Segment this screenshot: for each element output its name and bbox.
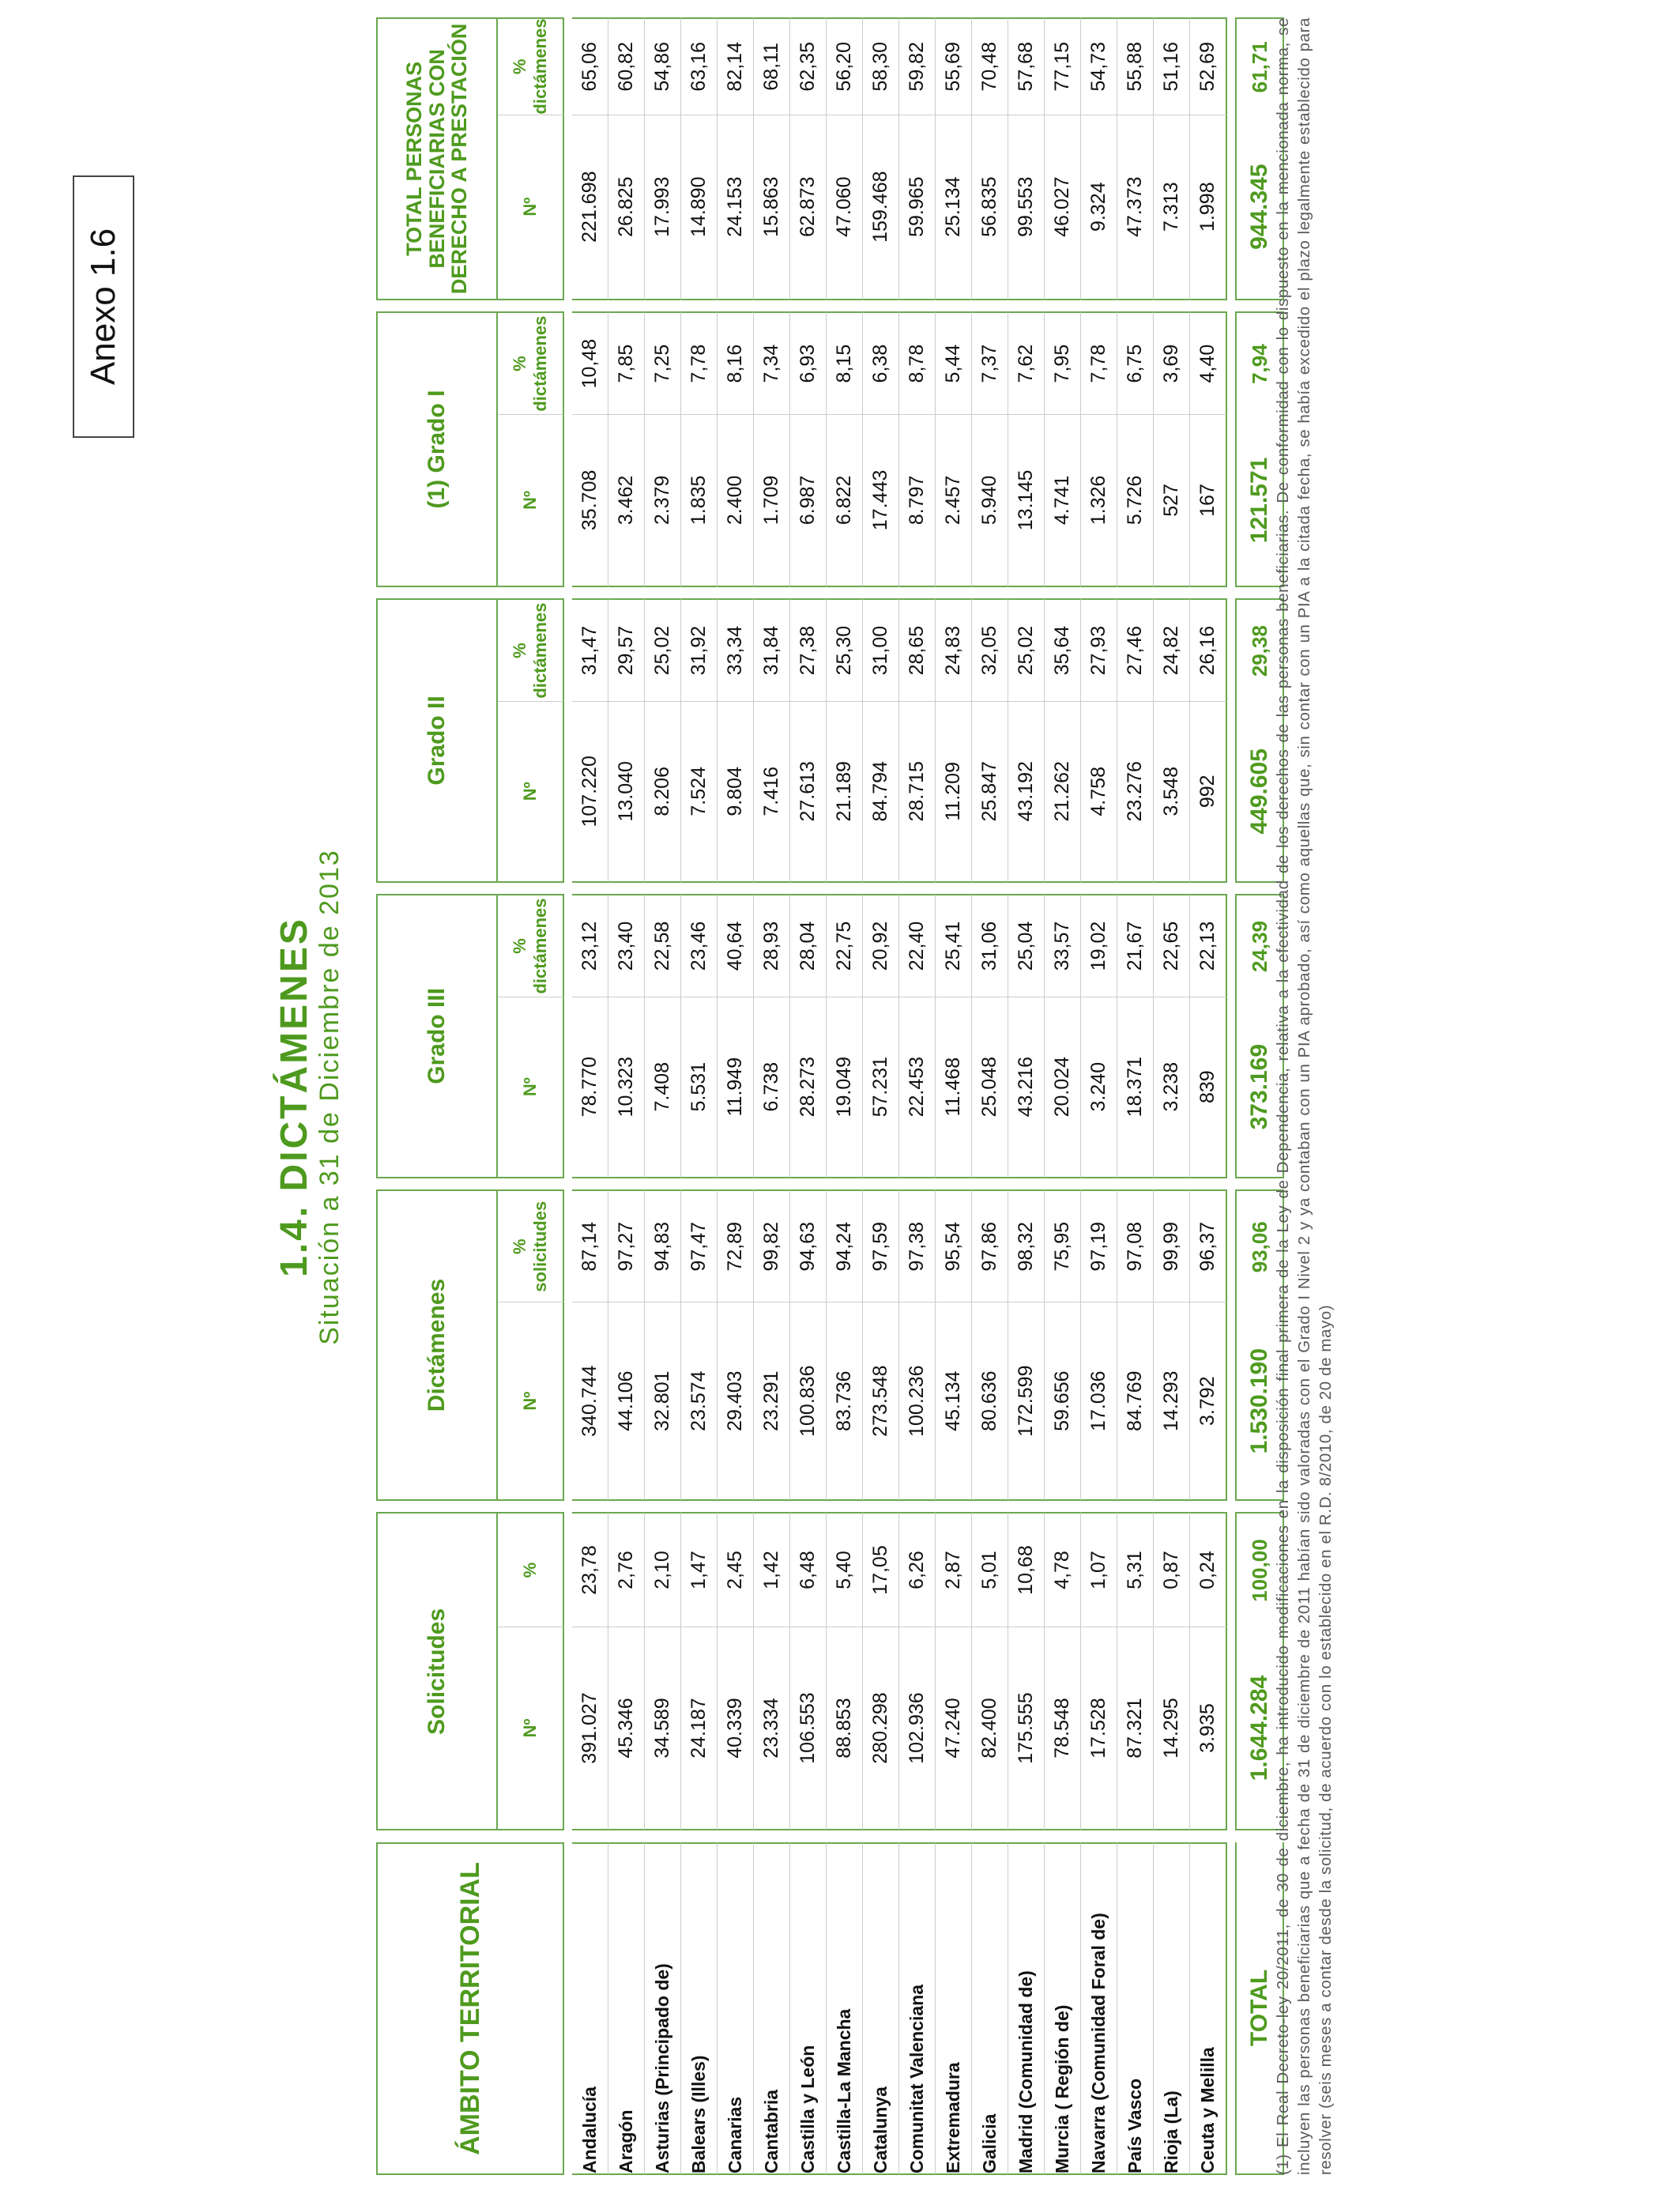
percent-cell: 72,89 <box>718 1189 754 1302</box>
count-cell: 22.453 <box>899 997 936 1178</box>
count-cell: 5.940 <box>972 415 1008 587</box>
count-cell: 159.468 <box>863 115 899 300</box>
count-cell: 9.804 <box>718 702 754 883</box>
percent-cell: 59,82 <box>899 17 936 115</box>
region-name: Cantabria <box>754 1842 790 2175</box>
region-name: Galicia <box>972 1842 1008 2175</box>
total-cell: 93,06 <box>1235 1189 1284 1302</box>
percent-cell: 33,34 <box>718 598 754 702</box>
percent-cell: 98,32 <box>1008 1189 1045 1302</box>
table-row <box>827 17 863 2175</box>
count-cell: 13.040 <box>608 702 645 883</box>
percent-cell: 28,65 <box>899 598 936 702</box>
region-name: Andalucía <box>572 1842 608 2175</box>
count-cell: 7.416 <box>754 702 790 883</box>
subheader-n: Nº <box>498 415 564 587</box>
percent-cell: 29,57 <box>608 598 645 702</box>
table-row <box>1154 17 1190 2175</box>
subheader-pct-solicitudes: % solicitudes <box>498 1189 564 1302</box>
percent-cell: 25,04 <box>1008 894 1045 997</box>
count-cell: 992 <box>1190 702 1227 883</box>
percent-cell: 24,83 <box>936 598 972 702</box>
percent-cell: 28,93 <box>754 894 790 997</box>
percent-cell: 0,87 <box>1154 1512 1190 1627</box>
count-cell: 82.400 <box>972 1627 1008 1831</box>
percent-cell: 7,25 <box>645 311 681 415</box>
table-row <box>718 17 754 2175</box>
percent-cell: 32,05 <box>972 598 1008 702</box>
region-name: Comunitat Valenciana <box>899 1842 936 2175</box>
count-cell: 40.339 <box>718 1627 754 1831</box>
count-cell: 17.528 <box>1081 1627 1117 1831</box>
region-name: Rioja (La) <box>1154 1842 1190 2175</box>
count-cell: 175.555 <box>1008 1627 1045 1831</box>
percent-cell: 95,54 <box>936 1189 972 1302</box>
count-cell: 78.770 <box>572 997 608 1178</box>
percent-cell: 1,47 <box>681 1512 718 1627</box>
region-name: Madrid (Comunidad de) <box>1008 1842 1045 2175</box>
percent-cell: 77,15 <box>1045 17 1081 115</box>
count-cell: 3.935 <box>1190 1627 1227 1831</box>
count-cell: 106.553 <box>790 1627 827 1831</box>
percent-cell: 7,34 <box>754 311 790 415</box>
percent-cell: 40,64 <box>718 894 754 997</box>
count-cell: 167 <box>1190 415 1227 587</box>
total-cell: 373.169 <box>1235 997 1284 1178</box>
count-cell: 23.291 <box>754 1302 790 1500</box>
header-solicitudes: Solicitudes <box>376 1512 498 1830</box>
percent-cell: 2,87 <box>936 1512 972 1627</box>
count-cell: 273.548 <box>863 1302 899 1500</box>
percent-cell: 5,31 <box>1117 1512 1154 1627</box>
percent-cell: 8,78 <box>899 311 936 415</box>
count-cell: 32.801 <box>645 1302 681 1500</box>
percent-cell: 10,68 <box>1008 1512 1045 1627</box>
total-cell: 121.571 <box>1235 415 1284 587</box>
count-cell: 8.206 <box>645 702 681 883</box>
percent-cell: 0,24 <box>1190 1512 1227 1627</box>
percent-cell: 23,78 <box>572 1512 608 1627</box>
percent-cell: 5,44 <box>936 311 972 415</box>
total-cell: 1.644.284 <box>1235 1627 1284 1831</box>
percent-cell: 6,48 <box>790 1512 827 1627</box>
count-cell: 88.853 <box>827 1627 863 1831</box>
percent-cell: 8,16 <box>718 311 754 415</box>
percent-cell: 63,16 <box>681 17 718 115</box>
table-body <box>572 17 1227 2175</box>
percent-cell: 22,65 <box>1154 894 1190 997</box>
percent-cell: 31,92 <box>681 598 718 702</box>
percent-cell: 68,11 <box>754 17 790 115</box>
percent-cell: 82,14 <box>718 17 754 115</box>
region-name: Canarias <box>718 1842 754 2175</box>
region-name: Catalunya <box>863 1842 899 2175</box>
percent-cell: 65,06 <box>572 17 608 115</box>
table-row <box>1081 17 1117 2175</box>
percent-cell: 96,37 <box>1190 1189 1227 1302</box>
count-cell: 6.987 <box>790 415 827 587</box>
percent-cell: 5,40 <box>827 1512 863 1627</box>
total-cell: 7,94 <box>1235 311 1284 415</box>
count-cell: 18.371 <box>1117 997 1154 1178</box>
percent-cell: 19,02 <box>1081 894 1117 997</box>
count-cell: 24.187 <box>681 1627 718 1831</box>
percent-cell: 1,42 <box>754 1512 790 1627</box>
percent-cell: 94,83 <box>645 1189 681 1302</box>
count-cell: 1.998 <box>1190 115 1227 300</box>
header-grado1: (1) Grado I <box>376 311 498 587</box>
count-cell: 9.324 <box>1081 115 1117 300</box>
percent-cell: 55,88 <box>1117 17 1154 115</box>
count-cell: 59.965 <box>899 115 936 300</box>
percent-cell: 23,12 <box>572 894 608 997</box>
count-cell: 83.736 <box>827 1302 863 1500</box>
count-cell: 14.293 <box>1154 1302 1190 1500</box>
region-name: Asturias (Principado de) <box>645 1842 681 2175</box>
percent-cell: 31,84 <box>754 598 790 702</box>
percent-cell: 97,38 <box>899 1189 936 1302</box>
count-cell: 11.209 <box>936 702 972 883</box>
percent-cell: 62,35 <box>790 17 827 115</box>
percent-cell: 31,00 <box>863 598 899 702</box>
percent-cell: 58,30 <box>863 17 899 115</box>
count-cell: 47.060 <box>827 115 863 300</box>
count-cell: 340.744 <box>572 1302 608 1500</box>
subheader-pct-dictamenes: % dictámenes <box>498 894 564 997</box>
subheader-n: Nº <box>498 1627 564 1831</box>
table-row <box>972 17 1008 2175</box>
count-cell: 3.238 <box>1154 997 1190 1178</box>
percent-cell: 26,16 <box>1190 598 1227 702</box>
count-cell: 839 <box>1190 997 1227 1178</box>
table-row <box>754 17 790 2175</box>
percent-cell: 5,01 <box>972 1512 1008 1627</box>
subheader-pct-dictamenes: % dictámenes <box>498 598 564 702</box>
header-grado2: Grado II <box>376 598 498 882</box>
total-cell: 24,39 <box>1235 894 1284 997</box>
count-cell: 107.220 <box>572 702 608 883</box>
count-cell: 1.709 <box>754 415 790 587</box>
percent-cell: 28,04 <box>790 894 827 997</box>
percent-cell: 87,14 <box>572 1189 608 1302</box>
total-label: TOTAL <box>1235 1842 1284 2175</box>
count-cell: 14.890 <box>681 115 718 300</box>
percent-cell: 97,47 <box>681 1189 718 1302</box>
count-cell: 47.240 <box>936 1627 972 1831</box>
footnote: (1) El Real Decreto-ley 20/2011, de 30 de diciembre, ha introducido modificaciones en la disposición final primera de la Ley de Dependencia, relativa a la efectividad de los derechos de las personas beneficiarias. De conformidad con lo dispuesto en la mencionada norma, se incluyen las personas beneficiarias que a fecha de 31 de diciembre de 2011 habían sido valoradas con el Grado I Nivel 2 y ya contaban con un PIA aprobado, así como aquellas que, sin contar con un PIA a la citada fecha, se había excedido el plazo legalmente establecido para resolver (seis meses a contar desde la solicitud, de acuerdo con lo establecido en el R.D. 8/2010, de 20 de mayo) <box>1274 17 1335 2175</box>
percent-cell: 7,62 <box>1008 311 1045 415</box>
percent-cell: 21,67 <box>1117 894 1154 997</box>
count-cell: 44.106 <box>608 1302 645 1500</box>
percent-cell: 2,76 <box>608 1512 645 1627</box>
percent-cell: 60,82 <box>608 17 645 115</box>
percent-cell: 7,95 <box>1045 311 1081 415</box>
count-cell: 4.741 <box>1045 415 1081 587</box>
total-cell: 944.345 <box>1235 115 1284 300</box>
count-cell: 84.769 <box>1117 1302 1154 1500</box>
total-cell: 449.605 <box>1235 702 1284 883</box>
table-row <box>645 17 681 2175</box>
table-row <box>936 17 972 2175</box>
percent-cell: 75,95 <box>1045 1189 1081 1302</box>
percent-cell: 3,69 <box>1154 311 1190 415</box>
header-total-beneficiarias: TOTAL PERSONAS BENEFICIARIAS CON DERECHO A PRESTACIÓN <box>376 17 498 300</box>
count-cell: 45.134 <box>936 1302 972 1500</box>
count-cell: 25.134 <box>936 115 972 300</box>
count-cell: 2.400 <box>718 415 754 587</box>
header-ambito: ÁMBITO TERRITORIAL <box>376 1842 564 2175</box>
count-cell: 19.049 <box>827 997 863 1178</box>
count-cell: 47.373 <box>1117 115 1154 300</box>
count-cell: 4.758 <box>1081 702 1117 883</box>
count-cell: 20.024 <box>1045 997 1081 1178</box>
count-cell: 100.836 <box>790 1302 827 1500</box>
count-cell: 527 <box>1154 415 1190 587</box>
percent-cell: 22,40 <box>899 894 936 997</box>
percent-cell: 97,27 <box>608 1189 645 1302</box>
percent-cell: 31,06 <box>972 894 1008 997</box>
count-cell: 57.231 <box>863 997 899 1178</box>
table-row <box>790 17 827 2175</box>
count-cell: 99.553 <box>1008 115 1045 300</box>
page-title: 1.4. DICTÁMENES <box>273 917 315 1277</box>
percent-cell: 25,02 <box>1008 598 1045 702</box>
count-cell: 10.323 <box>608 997 645 1178</box>
percent-cell: 27,46 <box>1117 598 1154 702</box>
region-name: Ceuta y Melilla <box>1190 1842 1227 2175</box>
percent-cell: 51,16 <box>1154 17 1190 115</box>
count-cell: 29.403 <box>718 1302 754 1500</box>
subheader-n: Nº <box>498 702 564 883</box>
count-cell: 7.524 <box>681 702 718 883</box>
percent-cell: 2,45 <box>718 1512 754 1627</box>
count-cell: 35.708 <box>572 415 608 587</box>
count-cell: 17.443 <box>863 415 899 587</box>
subheader-n: Nº <box>498 115 564 300</box>
subheader-pct-dictamenes: % dictámenes <box>498 17 564 115</box>
count-cell: 28.715 <box>899 702 936 883</box>
count-cell: 3.240 <box>1081 997 1117 1178</box>
percent-cell: 97,59 <box>863 1189 899 1302</box>
count-cell: 13.145 <box>1008 415 1045 587</box>
percent-cell: 22,58 <box>645 894 681 997</box>
count-cell: 7.313 <box>1154 115 1190 300</box>
count-cell: 172.599 <box>1008 1302 1045 1500</box>
count-cell: 3.462 <box>608 415 645 587</box>
percent-cell: 17,05 <box>863 1512 899 1627</box>
percent-cell: 7,85 <box>608 311 645 415</box>
percent-cell: 99,82 <box>754 1189 790 1302</box>
count-cell: 5.531 <box>681 997 718 1178</box>
count-cell: 11.949 <box>718 997 754 1178</box>
count-cell: 11.468 <box>936 997 972 1178</box>
region-name: Aragón <box>608 1842 645 2175</box>
count-cell: 23.276 <box>1117 702 1154 883</box>
percent-cell: 25,41 <box>936 894 972 997</box>
percent-cell: 6,75 <box>1117 311 1154 415</box>
count-cell: 221.698 <box>572 115 608 300</box>
count-cell: 25.048 <box>972 997 1008 1178</box>
percent-cell: 25,02 <box>645 598 681 702</box>
region-name: Castilla y León <box>790 1842 827 2175</box>
count-cell: 45.346 <box>608 1627 645 1831</box>
table-row <box>863 17 899 2175</box>
region-name: Murcia ( Región de) <box>1045 1842 1081 2175</box>
total-cell: 61,71 <box>1235 17 1284 115</box>
count-cell: 14.295 <box>1154 1627 1190 1831</box>
table-row <box>1117 17 1154 2175</box>
header-grado3: Grado III <box>376 894 498 1178</box>
count-cell: 56.835 <box>972 115 1008 300</box>
percent-cell: 7,37 <box>972 311 1008 415</box>
percent-cell: 22,75 <box>827 894 863 997</box>
count-cell: 62.873 <box>790 115 827 300</box>
table-row <box>681 17 718 2175</box>
percent-cell: 6,26 <box>899 1512 936 1627</box>
count-cell: 25.847 <box>972 702 1008 883</box>
count-cell: 2.379 <box>645 415 681 587</box>
percent-cell: 2,10 <box>645 1512 681 1627</box>
subheader-pct-dictamenes: % dictámenes <box>498 311 564 415</box>
percent-cell: 8,15 <box>827 311 863 415</box>
count-cell: 84.794 <box>863 702 899 883</box>
count-cell: 3.792 <box>1190 1302 1227 1500</box>
dictamenes-table <box>376 17 1284 2175</box>
percent-cell: 25,30 <box>827 598 863 702</box>
region-name: Castilla-La Mancha <box>827 1842 863 2175</box>
percent-cell: 97,08 <box>1117 1189 1154 1302</box>
total-cell: 100,00 <box>1235 1512 1284 1627</box>
count-cell: 27.613 <box>790 702 827 883</box>
percent-cell: 54,86 <box>645 17 681 115</box>
count-cell: 21.189 <box>827 702 863 883</box>
percent-cell: 52,69 <box>1190 17 1227 115</box>
region-name: País Vasco <box>1117 1842 1154 2175</box>
table-row <box>1045 17 1081 2175</box>
count-cell: 280.298 <box>863 1627 899 1831</box>
percent-cell: 22,13 <box>1190 894 1227 997</box>
count-cell: 23.574 <box>681 1302 718 1500</box>
percent-cell: 57,68 <box>1008 17 1045 115</box>
count-cell: 8.797 <box>899 415 936 587</box>
percent-cell: 1,07 <box>1081 1512 1117 1627</box>
percent-cell: 97,86 <box>972 1189 1008 1302</box>
count-cell: 24.153 <box>718 115 754 300</box>
count-cell: 43.216 <box>1008 997 1045 1178</box>
count-cell: 34.589 <box>645 1627 681 1831</box>
table-row <box>1190 17 1227 2175</box>
table-row <box>572 17 608 2175</box>
count-cell: 6.738 <box>754 997 790 1178</box>
region-name: Balears (Illes) <box>681 1842 718 2175</box>
percent-cell: 94,63 <box>790 1189 827 1302</box>
subheader-n: Nº <box>498 997 564 1178</box>
count-cell: 43.192 <box>1008 702 1045 883</box>
percent-cell: 33,57 <box>1045 894 1081 997</box>
count-cell: 17.993 <box>645 115 681 300</box>
percent-cell: 6,93 <box>790 311 827 415</box>
table-row <box>1008 17 1045 2175</box>
count-cell: 6.822 <box>827 415 863 587</box>
count-cell: 87.321 <box>1117 1627 1154 1831</box>
percent-cell: 27,38 <box>790 598 827 702</box>
page-subtitle: Situación a 31 de Diciembre de 2013 <box>315 849 345 1345</box>
subheader-pct: % <box>498 1512 564 1627</box>
count-cell: 2.457 <box>936 415 972 587</box>
percent-cell: 10,48 <box>572 311 608 415</box>
percent-cell: 70,48 <box>972 17 1008 115</box>
header-dictamenes: Dictámenes <box>376 1189 498 1501</box>
count-cell: 23.334 <box>754 1627 790 1831</box>
table-row <box>899 17 936 2175</box>
total-cell: 29,38 <box>1235 598 1284 702</box>
percent-cell: 56,20 <box>827 17 863 115</box>
total-cell: 1.530.190 <box>1235 1302 1284 1500</box>
percent-cell: 7,78 <box>681 311 718 415</box>
count-cell: 46.027 <box>1045 115 1081 300</box>
count-cell: 28.273 <box>790 997 827 1178</box>
count-cell: 15.863 <box>754 115 790 300</box>
percent-cell: 27,93 <box>1081 598 1117 702</box>
count-cell: 1.326 <box>1081 415 1117 587</box>
percent-cell: 20,92 <box>863 894 899 997</box>
count-cell: 26.825 <box>608 115 645 300</box>
percent-cell: 99,99 <box>1154 1189 1190 1302</box>
subheader-n: Nº <box>498 1302 564 1500</box>
count-cell: 17.036 <box>1081 1302 1117 1500</box>
percent-cell: 4,40 <box>1190 311 1227 415</box>
percent-cell: 23,46 <box>681 894 718 997</box>
count-cell: 59.656 <box>1045 1302 1081 1500</box>
region-name: Navarra (Comunidad Foral de) <box>1081 1842 1117 2175</box>
percent-cell: 6,38 <box>863 311 899 415</box>
percent-cell: 4,78 <box>1045 1512 1081 1627</box>
count-cell: 80.636 <box>972 1302 1008 1500</box>
count-cell: 391.027 <box>572 1627 608 1831</box>
percent-cell: 31,47 <box>572 598 608 702</box>
count-cell: 100.236 <box>899 1302 936 1500</box>
count-cell: 5.726 <box>1117 415 1154 587</box>
annex-label: Anexo 1.6 <box>84 228 122 386</box>
count-cell: 1.835 <box>681 415 718 587</box>
percent-cell: 55,69 <box>936 17 972 115</box>
percent-cell: 54,73 <box>1081 17 1117 115</box>
count-cell: 7.408 <box>645 997 681 1178</box>
percent-cell: 23,40 <box>608 894 645 997</box>
percent-cell: 24,82 <box>1154 598 1190 702</box>
percent-cell: 7,78 <box>1081 311 1117 415</box>
percent-cell: 94,24 <box>827 1189 863 1302</box>
percent-cell: 35,64 <box>1045 598 1081 702</box>
count-cell: 78.548 <box>1045 1627 1081 1831</box>
table-row <box>608 17 645 2175</box>
count-cell: 21.262 <box>1045 702 1081 883</box>
percent-cell: 97,19 <box>1081 1189 1117 1302</box>
region-name: Extremadura <box>936 1842 972 2175</box>
count-cell: 102.936 <box>899 1627 936 1831</box>
count-cell: 3.548 <box>1154 702 1190 883</box>
